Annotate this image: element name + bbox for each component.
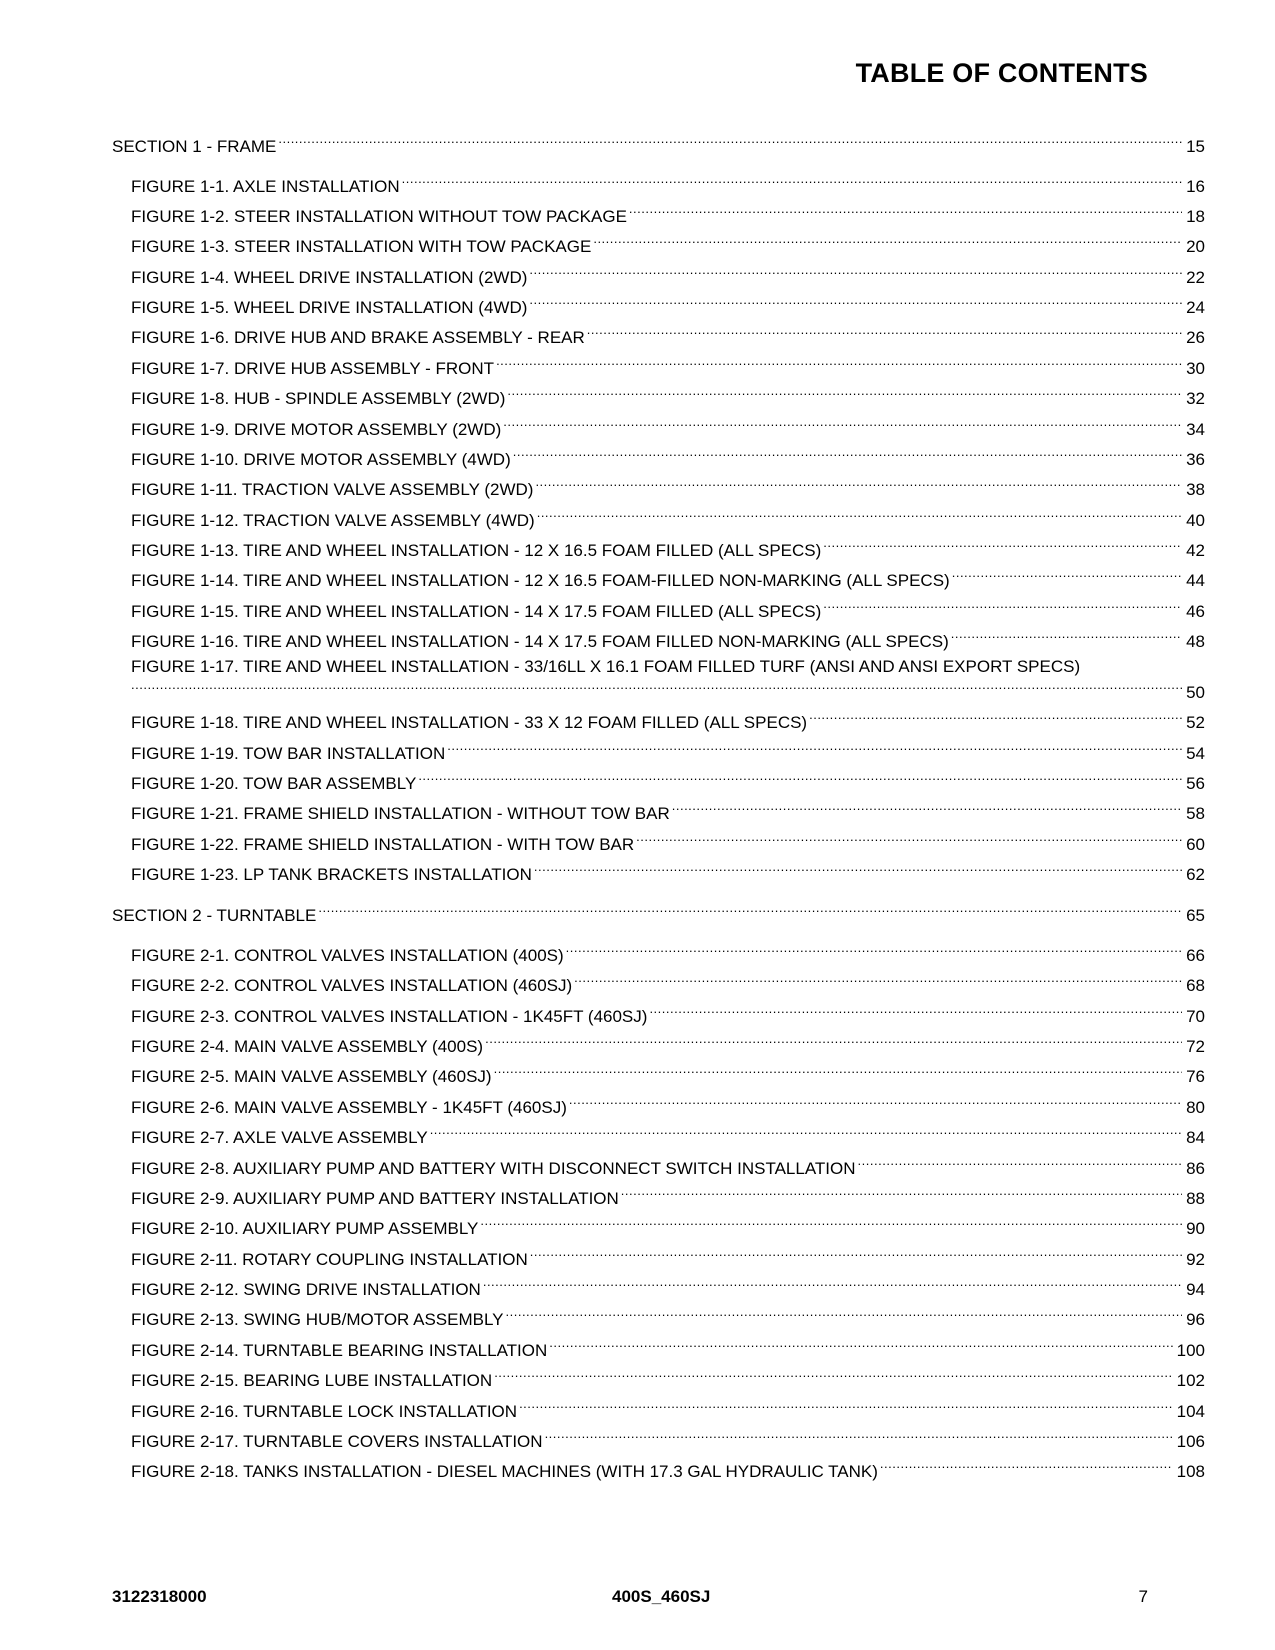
dot-leader xyxy=(507,384,1182,404)
toc-page: 108 xyxy=(1176,1462,1205,1481)
toc-label: FIGURE 1-5. WHEEL DRIVE INSTALLATION (4WD) xyxy=(131,298,528,317)
toc-entry[interactable] xyxy=(131,1184,1205,1209)
dot-leader xyxy=(494,1062,1182,1082)
toc-label: FIGURE 2-4. MAIN VALVE ASSEMBLY (400S) xyxy=(131,1037,484,1056)
dot-leader xyxy=(549,1336,1172,1356)
toc-entry[interactable] xyxy=(131,1275,1205,1300)
toc-entry[interactable] xyxy=(131,1002,1205,1027)
toc-entry[interactable] xyxy=(131,384,1205,409)
toc-entry[interactable] xyxy=(131,263,1205,288)
toc-label: FIGURE 2-2. CONTROL VALVES INSTALLATION (460SJ) xyxy=(131,976,573,995)
toc-entry-wrapped-label[interactable]: FIGURE 1-17. TIRE AND WHEEL INSTALLATION - 33/16LL X 16.1 FOAM FILLED TURF (ANSI AND ANSI EXPORT SPECS) xyxy=(131,657,1081,676)
toc-label: FIGURE 2-3. CONTROL VALVES INSTALLATION - 1K45FT (460SJ) xyxy=(131,1007,648,1026)
toc-page: 38 xyxy=(1186,480,1205,499)
toc-entry[interactable] xyxy=(131,415,1205,440)
toc-entry[interactable] xyxy=(131,1245,1205,1270)
toc-page: 65 xyxy=(1186,906,1205,925)
dot-leader xyxy=(593,232,1182,252)
footer-page-number: 7 xyxy=(1138,1587,1148,1606)
toc-page: 66 xyxy=(1186,946,1205,965)
toc-entry[interactable] xyxy=(131,1336,1205,1361)
toc-label: FIGURE 1-13. TIRE AND WHEEL INSTALLATION - 12 X 16.5 FOAM FILLED (ALL SPECS) xyxy=(131,541,822,560)
toc-page: 86 xyxy=(1186,1159,1205,1178)
toc-label: FIGURE 1-6. DRIVE HUB AND BRAKE ASSEMBLY - REAR xyxy=(131,328,585,347)
dot-leader xyxy=(809,708,1182,728)
toc-section-1[interactable] xyxy=(112,132,1205,157)
toc-label: FIGURE 1-20. TOW BAR ASSEMBLY xyxy=(131,774,417,793)
dot-leader xyxy=(672,799,1182,819)
toc-entry[interactable] xyxy=(131,708,1205,733)
dot-leader xyxy=(447,739,1182,759)
toc-label: FIGURE 1-10. DRIVE MOTOR ASSEMBLY (4WD) xyxy=(131,450,511,469)
toc-entry[interactable] xyxy=(131,536,1205,561)
footer-doc-number: 3122318000 xyxy=(112,1587,207,1606)
toc-label: FIGURE 1-19. TOW BAR INSTALLATION xyxy=(131,744,446,763)
toc-page: 70 xyxy=(1186,1007,1205,1026)
toc-page: 58 xyxy=(1186,804,1205,823)
toc-entry[interactable] xyxy=(131,506,1205,531)
toc-label: FIGURE 1-18. TIRE AND WHEEL INSTALLATION - 33 X 12 FOAM FILLED (ALL SPECS) xyxy=(131,713,808,732)
toc-page: 102 xyxy=(1176,1371,1205,1390)
toc-entry[interactable] xyxy=(131,475,1205,500)
toc-label: SECTION 2 - TURNTABLE xyxy=(112,906,317,925)
toc-entry[interactable] xyxy=(131,1154,1205,1179)
toc-label: FIGURE 1-16. TIRE AND WHEEL INSTALLATION - 14 X 17.5 FOAM FILLED NON-MARKING (ALL SPECS) xyxy=(131,632,949,651)
dot-leader xyxy=(483,1275,1182,1295)
toc-entry[interactable] xyxy=(131,769,1205,794)
toc-label: FIGURE 2-7. AXLE VALVE ASSEMBLY xyxy=(131,1128,428,1147)
toc-entry[interactable] xyxy=(131,597,1205,622)
dot-leader xyxy=(823,597,1182,617)
toc-entry[interactable] xyxy=(131,202,1205,227)
toc-label: FIGURE 2-12. SWING DRIVE INSTALLATION xyxy=(131,1280,481,1299)
toc-entry[interactable] xyxy=(131,323,1205,348)
dot-leader xyxy=(535,475,1182,495)
footer-model: 400S_460SJ xyxy=(612,1587,711,1606)
dot-leader xyxy=(131,678,1182,698)
toc-label: FIGURE 2-18. TANKS INSTALLATION - DIESEL MACHINES (WITH 17.3 GAL HYDRAULIC TANK) xyxy=(131,1462,878,1481)
dot-leader xyxy=(278,132,1182,152)
toc-page: 68 xyxy=(1186,976,1205,995)
toc-label: FIGURE 1-23. LP TANK BRACKETS INSTALLATION xyxy=(131,865,532,884)
toc-label: FIGURE 1-1. AXLE INSTALLATION xyxy=(131,177,400,196)
toc-label: FIGURE 1-7. DRIVE HUB ASSEMBLY - FRONT xyxy=(131,359,495,378)
toc-entry[interactable] xyxy=(131,172,1205,197)
toc-page: 34 xyxy=(1186,420,1205,439)
dot-leader xyxy=(513,445,1182,465)
toc-label: FIGURE 2-14. TURNTABLE BEARING INSTALLATION xyxy=(131,1341,548,1360)
toc-page: 32 xyxy=(1186,389,1205,408)
toc-label: FIGURE 1-9. DRIVE MOTOR ASSEMBLY (2WD) xyxy=(131,420,502,439)
dot-leader xyxy=(629,202,1182,222)
toc-label: FIGURE 2-9. AUXILIARY PUMP AND BATTERY INSTALLATION xyxy=(131,1189,619,1208)
dot-leader xyxy=(503,415,1182,435)
toc-page: 76 xyxy=(1186,1067,1205,1086)
toc-page: 16 xyxy=(1186,177,1205,196)
dot-leader xyxy=(418,769,1182,789)
dot-leader xyxy=(529,263,1182,283)
dot-leader xyxy=(430,1123,1182,1143)
toc-page: 42 xyxy=(1186,541,1205,560)
toc-page: 48 xyxy=(1186,632,1205,651)
dot-leader xyxy=(574,971,1182,991)
toc-label: FIGURE 1-8. HUB - SPINDLE ASSEMBLY (2WD) xyxy=(131,389,506,408)
toc-label: FIGURE 1-2. STEER INSTALLATION WITHOUT TOW PACKAGE xyxy=(131,207,627,226)
toc-label: FIGURE 2-17. TURNTABLE COVERS INSTALLATION xyxy=(131,1432,543,1451)
toc-label: FIGURE 1-3. STEER INSTALLATION WITH TOW PACKAGE xyxy=(131,237,592,256)
dot-leader xyxy=(494,1366,1172,1386)
toc-label: FIGURE 2-1. CONTROL VALVES INSTALLATION (400S) xyxy=(131,946,564,965)
dot-leader xyxy=(952,566,1182,586)
toc-page: 60 xyxy=(1186,835,1205,854)
toc-page: 106 xyxy=(1176,1432,1205,1451)
toc-page: 80 xyxy=(1186,1098,1205,1117)
toc-label: FIGURE 2-8. AUXILIARY PUMP AND BATTERY WITH DISCONNECT SWITCH INSTALLATION xyxy=(131,1159,856,1178)
dot-leader xyxy=(496,354,1182,374)
dot-leader xyxy=(519,1397,1173,1417)
dot-leader xyxy=(537,506,1182,526)
toc-entry[interactable] xyxy=(131,566,1205,591)
toc-page: 52 xyxy=(1186,713,1205,732)
toc-entry[interactable] xyxy=(131,971,1205,996)
toc-page: 104 xyxy=(1176,1402,1205,1421)
dot-leader xyxy=(880,1457,1173,1477)
dot-leader xyxy=(587,323,1182,343)
dot-leader xyxy=(621,1184,1182,1204)
toc-entry-wrapped-leader[interactable] xyxy=(131,678,1205,703)
toc-label: FIGURE 2-13. SWING HUB/MOTOR ASSEMBLY xyxy=(131,1310,504,1329)
toc-entry[interactable] xyxy=(131,627,1205,652)
toc-page: 20 xyxy=(1186,237,1205,256)
toc-page: 36 xyxy=(1186,450,1205,469)
dot-leader xyxy=(529,293,1182,313)
toc-page: 24 xyxy=(1186,298,1205,317)
toc-label: FIGURE 1-11. TRACTION VALVE ASSEMBLY (2WD) xyxy=(131,480,534,499)
dot-leader xyxy=(858,1154,1183,1174)
toc-page: 88 xyxy=(1186,1189,1205,1208)
toc-label: FIGURE 1-4. WHEEL DRIVE INSTALLATION (2WD) xyxy=(131,268,528,287)
toc-page: 92 xyxy=(1186,1250,1205,1269)
toc-label: FIGURE 1-15. TIRE AND WHEEL INSTALLATION - 14 X 17.5 FOAM FILLED (ALL SPECS) xyxy=(131,602,822,621)
toc-page: 54 xyxy=(1186,744,1205,763)
dot-leader xyxy=(318,901,1182,921)
toc-label: FIGURE 2-6. MAIN VALVE ASSEMBLY - 1K45FT (460SJ) xyxy=(131,1098,567,1117)
dot-leader xyxy=(545,1427,1173,1447)
toc-label: FIGURE 1-22. FRAME SHIELD INSTALLATION - WITH TOW BAR xyxy=(131,835,635,854)
toc-page: 26 xyxy=(1186,328,1205,347)
toc-entry[interactable] xyxy=(131,1427,1205,1452)
toc-page: 18 xyxy=(1186,207,1205,226)
toc-label: FIGURE 1-21. FRAME SHIELD INSTALLATION - WITHOUT TOW BAR xyxy=(131,804,670,823)
toc-entry[interactable] xyxy=(131,354,1205,379)
toc-page: 62 xyxy=(1186,865,1205,884)
dot-leader xyxy=(485,1032,1182,1052)
dot-leader xyxy=(823,536,1182,556)
toc-page: 30 xyxy=(1186,359,1205,378)
toc-entry[interactable] xyxy=(131,293,1205,318)
dot-leader xyxy=(480,1214,1182,1234)
toc-entry[interactable] xyxy=(131,1123,1205,1148)
toc-entry[interactable] xyxy=(131,1214,1205,1239)
toc-page: 50 xyxy=(1186,683,1205,702)
toc-entry[interactable] xyxy=(131,1457,1205,1482)
dot-leader xyxy=(530,1245,1182,1265)
dot-leader xyxy=(649,1002,1182,1022)
toc-entry[interactable] xyxy=(131,1366,1205,1391)
toc-entry[interactable] xyxy=(131,941,1205,966)
toc-entry[interactable] xyxy=(131,860,1205,885)
toc-section-2[interactable] xyxy=(112,901,1205,926)
dot-leader xyxy=(402,172,1182,192)
toc-page: 94 xyxy=(1186,1280,1205,1299)
dot-leader xyxy=(569,1093,1182,1113)
toc-label: FIGURE 1-12. TRACTION VALVE ASSEMBLY (4WD) xyxy=(131,511,535,530)
toc-label: FIGURE 2-10. AUXILIARY PUMP ASSEMBLY xyxy=(131,1219,479,1238)
toc-page: 84 xyxy=(1186,1128,1205,1147)
dot-leader xyxy=(636,830,1182,850)
toc-entry[interactable] xyxy=(131,1062,1205,1087)
toc-page: 22 xyxy=(1186,268,1205,287)
toc-entry[interactable] xyxy=(131,1093,1205,1118)
toc-label: FIGURE 1-14. TIRE AND WHEEL INSTALLATION - 12 X 16.5 FOAM-FILLED NON-MARKING (ALL SPECS) xyxy=(131,571,950,590)
toc-page: 72 xyxy=(1186,1037,1205,1056)
page-title: TABLE OF CONTENTS xyxy=(855,58,1148,88)
toc-entry[interactable] xyxy=(131,1032,1205,1057)
toc-page: 15 xyxy=(1186,137,1205,156)
toc-label: FIGURE 2-5. MAIN VALVE ASSEMBLY (460SJ) xyxy=(131,1067,492,1086)
toc-label: SECTION 1 - FRAME xyxy=(112,137,277,156)
dot-leader xyxy=(506,1305,1183,1325)
toc-entry[interactable] xyxy=(131,445,1205,470)
toc-page: 90 xyxy=(1186,1219,1205,1238)
toc-entry[interactable] xyxy=(131,1305,1205,1330)
toc-label: FIGURE 2-16. TURNTABLE LOCK INSTALLATION xyxy=(131,1402,518,1421)
toc-entry[interactable] xyxy=(131,739,1205,764)
toc-page: 100 xyxy=(1176,1341,1205,1360)
toc-label: FIGURE 2-15. BEARING LUBE INSTALLATION xyxy=(131,1371,493,1390)
dot-leader xyxy=(951,627,1182,647)
toc-entry[interactable] xyxy=(131,1397,1205,1422)
toc-page: 40 xyxy=(1186,511,1205,530)
toc-page: 44 xyxy=(1186,571,1205,590)
dot-leader xyxy=(566,941,1182,961)
dot-leader xyxy=(534,860,1182,880)
toc-page: 56 xyxy=(1186,774,1205,793)
toc-page: 96 xyxy=(1186,1310,1205,1329)
toc-label: FIGURE 2-11. ROTARY COUPLING INSTALLATION xyxy=(131,1250,528,1269)
toc-entry[interactable] xyxy=(131,799,1205,824)
toc-entry[interactable] xyxy=(131,830,1205,855)
toc-entry[interactable] xyxy=(131,232,1205,257)
toc-page: 46 xyxy=(1186,602,1205,621)
